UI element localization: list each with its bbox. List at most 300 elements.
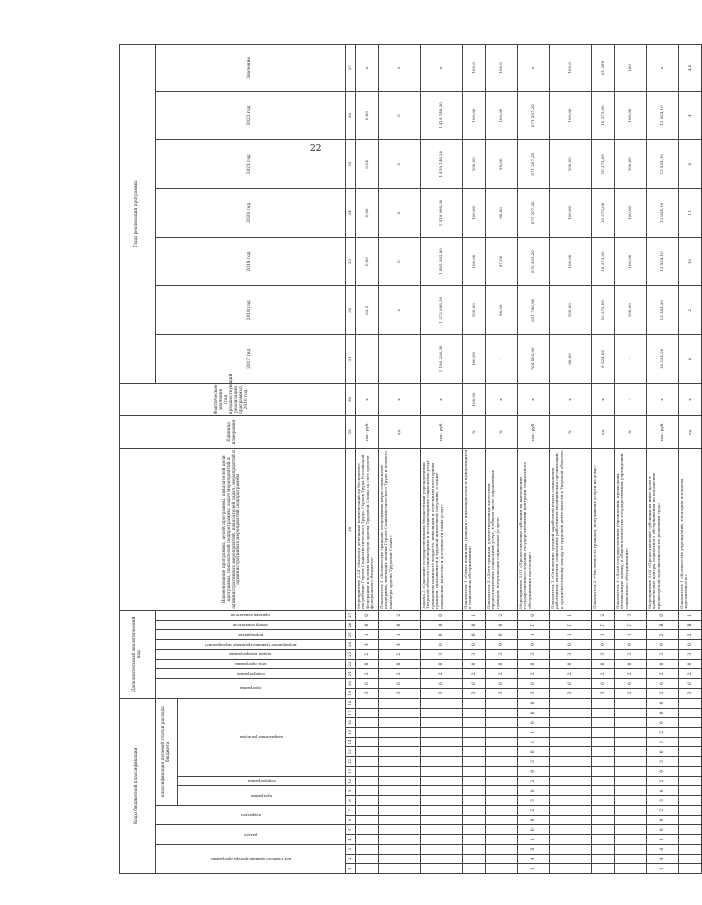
year-value: 100,00 <box>615 189 647 238</box>
code-digit: 3 <box>379 688 421 698</box>
column-number: 11 <box>346 766 356 776</box>
year-value: 1 419 148,30 <box>421 140 463 189</box>
unit-cell: ед. <box>592 416 615 448</box>
code-digit <box>615 776 647 786</box>
code-digit <box>592 698 615 708</box>
code-digit: 3 <box>615 610 647 620</box>
year-value: 10 375,00 <box>592 140 615 189</box>
fact-value: 100,00 <box>463 383 486 415</box>
table-row <box>463 45 486 874</box>
target-article-header: классификация целевой статьи расхода бюджета <box>156 698 178 805</box>
code-digit <box>592 835 615 845</box>
code-digit: 3 <box>647 649 679 659</box>
code-digit: В <box>679 620 702 630</box>
year-value: 0,00 <box>356 189 379 238</box>
year-value: 1 405 382,80 <box>421 237 463 286</box>
column-number: 27 <box>346 610 356 620</box>
code-digit <box>592 747 615 757</box>
code-digit: 1 <box>463 610 486 620</box>
code-digit <box>463 786 486 796</box>
code-digit <box>679 766 702 776</box>
code-digit: 6 <box>647 679 679 689</box>
code-digit <box>592 796 615 806</box>
code-digit: 3 <box>647 688 679 698</box>
code-digit: 4 <box>356 640 379 650</box>
item-name: Показатель 2 «Численность граждан, получивших услуги на дому» <box>592 448 615 610</box>
table-row <box>518 45 550 874</box>
target-value: 2 <box>379 45 421 92</box>
code-digit <box>550 854 592 864</box>
code-digit: 6 <box>518 679 550 689</box>
year-value: 10 375,00 <box>592 237 615 286</box>
year-value: 851 790,90 <box>518 286 550 335</box>
code-digit: 3 <box>518 649 550 659</box>
year-value: 100,00 <box>463 335 486 384</box>
code-digit: Г <box>615 620 647 630</box>
code-digit <box>486 747 518 757</box>
code-digit <box>421 835 463 845</box>
column-number: 26 <box>346 620 356 630</box>
page-number: 22 <box>310 144 322 154</box>
unit-cell: ед. <box>379 416 421 448</box>
table-row <box>379 45 421 874</box>
year-2020-header: 2020 год <box>156 189 346 238</box>
code-digit: 2 <box>518 805 550 815</box>
column-number: 7 <box>346 805 356 815</box>
code-digit: 1 <box>550 610 592 620</box>
code-digit <box>463 835 486 845</box>
code-digit: 0 <box>421 640 463 650</box>
code-digit <box>592 815 615 825</box>
code-digit: 0 <box>356 610 379 620</box>
code-digit <box>486 825 518 835</box>
code-digit: 3 <box>550 688 592 698</box>
code-digit <box>486 737 518 747</box>
column-number: 16 <box>346 718 356 728</box>
item-name: Задача 3 «Оказание государственными бюджетными учреждениями Тверской области стационарных и нестационарных социальных услуг гражданам пожилого возраста, инвалидам и отдельным категориям граждан, оказавшихся в трудной жизненной ситуации, а также повышение качества и доступности таких услуг» <box>421 448 463 610</box>
table-row <box>679 45 702 874</box>
year-value: 871 207,20 <box>518 91 550 140</box>
code-digit <box>421 727 463 737</box>
code-digit <box>463 708 486 718</box>
code-digit <box>379 864 421 874</box>
table-row <box>592 45 615 874</box>
year-value: 100,00 <box>615 286 647 335</box>
year-value: 100,00 <box>550 91 592 140</box>
fact-value: х <box>486 383 518 415</box>
code-digit <box>486 757 518 767</box>
code-digit: 3 <box>647 796 679 806</box>
code-digit: 6 <box>647 786 679 796</box>
code-digit: 1 <box>518 835 550 845</box>
code-digit <box>463 796 486 806</box>
code-digit <box>679 698 702 708</box>
year-value: 97,00 <box>486 237 518 286</box>
code-digit: 0 <box>550 659 592 669</box>
code-digit: 0 <box>463 659 486 669</box>
year-value: 16 334,20 <box>647 335 679 384</box>
unit-cell: % <box>550 416 592 448</box>
table-row <box>550 45 592 874</box>
code-digit: 0 <box>463 640 486 650</box>
code-digit <box>550 766 592 776</box>
code-digit: 0 <box>550 640 592 650</box>
admin-code-header: код главного администратора программы <box>210 856 291 861</box>
code-digit <box>486 835 518 845</box>
year-value: 10 375,00 <box>592 189 615 238</box>
code-digit <box>463 698 486 708</box>
code-digit <box>421 757 463 767</box>
code-digit <box>486 805 518 815</box>
code-digit: 0 <box>421 610 463 620</box>
code-digit: 4 <box>518 854 550 864</box>
code-digit <box>679 844 702 854</box>
kbk-program-header: программа <box>251 793 272 798</box>
code-digit: 0 <box>647 708 679 718</box>
target-value: 100 <box>615 45 647 92</box>
analytics-goal-header: цель программы <box>234 662 267 667</box>
code-digit <box>592 718 615 728</box>
item-name: Мероприятие 2.24 «Выплата денежных компенсаций на бесплатное погребение Героев Социалистического Труда, Героев Труда Российской Федерации и полных кавалеров ордена Трудовой Славы за счет средств федерального бюджета» <box>356 448 379 610</box>
code-digit: 0 <box>421 620 463 630</box>
code-digit <box>379 718 421 728</box>
code-digit: 1 <box>592 630 615 640</box>
year-value: 871 207,20 <box>518 140 550 189</box>
code-digit <box>379 757 421 767</box>
year-value: 100,00 <box>615 140 647 189</box>
code-digit: 3 <box>486 688 518 698</box>
code-digit <box>550 815 592 825</box>
code-digit: 2 <box>486 669 518 679</box>
code-digit <box>679 718 702 728</box>
code-digit <box>615 825 647 835</box>
code-digit <box>379 766 421 776</box>
code-digit: 0 <box>518 825 550 835</box>
code-digit <box>379 737 421 747</box>
code-digit: 0 <box>647 825 679 835</box>
code-digit <box>356 844 379 854</box>
code-digit <box>679 708 702 718</box>
code-digit <box>356 747 379 757</box>
item-name: Показатель 1 «Количество учреждений, в которых погашена задолженность» <box>679 448 702 610</box>
code-digit <box>486 776 518 786</box>
code-digit <box>615 864 647 874</box>
analytics-program-header: программа <box>240 686 261 691</box>
code-digit <box>679 776 702 786</box>
code-digit <box>421 825 463 835</box>
code-digit <box>463 825 486 835</box>
code-digit: 6 <box>379 679 421 689</box>
code-digit <box>615 835 647 845</box>
year-value: 80,00 <box>550 335 592 384</box>
code-digit <box>379 708 421 718</box>
code-digit: 3 <box>486 649 518 659</box>
analytics-indicator-number-header: номер показателя <box>233 623 268 628</box>
code-digit <box>486 864 518 874</box>
year-value: 704 485,00 <box>518 335 550 384</box>
code-digit <box>356 835 379 845</box>
code-digit <box>550 805 592 815</box>
code-digit <box>421 718 463 728</box>
code-digit <box>379 727 421 737</box>
code-digit: 0 <box>615 659 647 669</box>
code-digit <box>421 747 463 757</box>
code-digit: 6 <box>486 679 518 689</box>
code-digit: 2 <box>592 610 615 620</box>
code-digit: 2 <box>356 649 379 659</box>
code-digit <box>486 708 518 718</box>
code-digit: 0 <box>379 620 421 630</box>
code-digit: 0 <box>647 610 679 620</box>
column-number: 35 <box>346 140 356 189</box>
code-digit: 2 <box>356 669 379 679</box>
code-digit <box>679 786 702 796</box>
analytics-task-header: задача подпрограммы <box>229 652 272 657</box>
year-2019-header: 2019 год <box>156 237 346 286</box>
code-digit: 0 <box>356 620 379 630</box>
kbk-subprogram-header: подпрограмма <box>247 779 276 784</box>
year-value: 13 584,20 <box>647 286 679 335</box>
code-digit: 6 <box>421 679 463 689</box>
fact-value: х <box>518 383 550 415</box>
code-digit: 0 <box>518 640 550 650</box>
year-value <box>356 335 379 384</box>
code-digit: 0 <box>518 718 550 728</box>
year-value: 871 207,20 <box>518 189 550 238</box>
item-name: Показатель 1 «Количество граждан, получивших меры социальной поддержки, имеющих звания Героев Социалистического Труда и полного кавалера ордена Трудовой Славы» <box>379 448 421 610</box>
target-value: х <box>356 45 379 92</box>
code-digit <box>421 805 463 815</box>
code-digit: 0 <box>486 659 518 669</box>
code-digit <box>679 727 702 737</box>
analytics-indicator-sign-header: признак показателя <box>231 613 270 618</box>
code-digit: 0 <box>421 630 463 640</box>
code-digit: 2 <box>379 610 421 620</box>
year-value: 100,00 <box>615 91 647 140</box>
code-digit: 0 <box>518 610 550 620</box>
item-name: Мероприятие 3.01 «Предоставление субсидии на выполнение государственного задания государственными центрами социального обслуживания населения» <box>518 448 550 610</box>
code-digit <box>486 727 518 737</box>
code-digit <box>592 825 615 835</box>
code-digit <box>550 835 592 845</box>
year-value: 96,00 <box>486 286 518 335</box>
code-digit <box>592 844 615 854</box>
year-value: 10 <box>679 237 702 286</box>
code-digit: 2 <box>550 669 592 679</box>
code-digit: 0 <box>518 659 550 669</box>
code-digit <box>486 796 518 806</box>
code-digit: 3 <box>679 688 702 698</box>
year-value: 870 205,20 <box>518 237 550 286</box>
code-digit <box>356 796 379 806</box>
code-digit <box>356 766 379 776</box>
item-name: Показатель 1 «Охват пожилых, граждан с инвалидностью и нуждающихся в социальном обслуживании» <box>463 448 486 610</box>
column-number: 14 <box>346 737 356 747</box>
code-digit <box>463 766 486 776</box>
code-digit: 3 <box>615 688 647 698</box>
column-number-row <box>346 45 356 874</box>
code-digit: 0 <box>592 640 615 650</box>
year-value: 0,00 <box>356 237 379 286</box>
unit-cell: ед. <box>679 416 702 448</box>
code-digit: 0 <box>463 620 486 630</box>
code-digit: 0 <box>647 659 679 669</box>
year-value: 100,00 <box>486 91 518 140</box>
code-digit: 3 <box>518 796 550 806</box>
code-digit <box>379 825 421 835</box>
column-number: 33 <box>346 237 356 286</box>
code-digit <box>356 864 379 874</box>
code-digit: 2 <box>518 776 550 786</box>
code-digit <box>356 805 379 815</box>
code-digit: 1 <box>647 835 679 845</box>
code-digit: 3 <box>463 688 486 698</box>
column-number: 9 <box>346 786 356 796</box>
code-digit <box>356 786 379 796</box>
code-digit <box>679 805 702 815</box>
code-digit: 3 <box>550 649 592 659</box>
name-column-header: Наименование программы, целей программы, показателей цели программы, показателей подпрограммы, задач мероприятий и административных мероприятий, показателей задач, мероприятий и административных мероприятий подпрограммы <box>120 448 346 610</box>
code-digit <box>379 796 421 806</box>
code-digit: 3 <box>421 688 463 698</box>
code-digit: 1 <box>615 630 647 640</box>
year-value: - <box>615 335 647 384</box>
code-digit <box>379 776 421 786</box>
column-number: 5 <box>346 825 356 835</box>
code-digit <box>615 757 647 767</box>
code-digit <box>550 864 592 874</box>
code-digit: 0 <box>647 815 679 825</box>
year-value: 2 <box>379 286 421 335</box>
target-value: 61 399 <box>592 45 615 92</box>
year-value: 100,00 <box>463 91 486 140</box>
kbk-header: Коды бюджетной классификации <box>120 698 156 873</box>
item-name: Показатель 1 «Отношение средней заработной платы социальных работников, включая социальных работников медицинских организаций, к среднемесячному доходу от трудовой деятельности в Тверской области» <box>550 448 592 610</box>
year-value: 100,00 <box>615 237 647 286</box>
code-digit <box>463 805 486 815</box>
code-digit: 2 <box>421 669 463 679</box>
year-value: 100,00 <box>550 237 592 286</box>
code-digit: 2 <box>647 727 679 737</box>
year-value: 0 <box>379 189 421 238</box>
code-digit: 1 <box>379 630 421 640</box>
year-value: - <box>486 335 518 384</box>
target-value: х <box>518 45 550 92</box>
code-digit <box>486 766 518 776</box>
code-digit <box>463 815 486 825</box>
code-digit: 1 <box>518 737 550 747</box>
year-value: 0 <box>379 237 421 286</box>
year-value: 4 <box>679 91 702 140</box>
year-value: 1 419 999,30 <box>421 189 463 238</box>
code-digit <box>421 796 463 806</box>
year-value: 99,00 <box>486 140 518 189</box>
year-value: 10 375,00 <box>592 286 615 335</box>
column-number: 37 <box>346 45 356 92</box>
code-digit: 1 <box>518 727 550 737</box>
year-2017-header: 2017 год <box>156 335 346 384</box>
code-digit: 0 <box>647 640 679 650</box>
column-number: 36 <box>346 91 356 140</box>
code-digit: 2 <box>379 649 421 659</box>
code-digit <box>615 698 647 708</box>
code-digit: 8 <box>647 844 679 854</box>
year-value: 0 <box>379 140 421 189</box>
code-digit <box>615 737 647 747</box>
column-number: 23 <box>346 649 356 659</box>
code-digit <box>615 844 647 854</box>
code-digit: В <box>647 620 679 630</box>
code-digit <box>592 727 615 737</box>
code-digit: 2 <box>486 610 518 620</box>
code-digit <box>550 825 592 835</box>
code-digit <box>592 766 615 776</box>
column-number: 20 <box>346 679 356 689</box>
code-digit <box>463 844 486 854</box>
code-digit: 3 <box>518 757 550 767</box>
code-digit <box>550 718 592 728</box>
code-digit: 6 <box>679 679 702 689</box>
code-digit: 0 <box>647 766 679 776</box>
code-digit <box>615 805 647 815</box>
code-digit: 0 <box>518 815 550 825</box>
code-digit: 6 <box>518 786 550 796</box>
unit-cell: % <box>486 416 518 448</box>
year-value: 100,00 <box>463 189 486 238</box>
column-number: 24 <box>346 640 356 650</box>
year-2021-header: 2021 год <box>156 140 346 189</box>
code-digit <box>379 835 421 845</box>
unit-cell: % <box>463 416 486 448</box>
unit-cell: тыс. руб. <box>421 416 463 448</box>
code-digit: 0 <box>647 698 679 708</box>
year-value: 13 954,10 <box>647 91 679 140</box>
code-digit <box>486 854 518 864</box>
item-name: Показатель 3 «Доля государственных учреждений, прошедших независимую оценку, в общем количестве государственных учреждений социального обслуживания» <box>615 448 647 610</box>
code-digit <box>421 815 463 825</box>
code-digit <box>615 747 647 757</box>
code-digit <box>379 854 421 864</box>
code-digit <box>356 737 379 747</box>
code-digit <box>615 727 647 737</box>
code-digit <box>592 737 615 747</box>
unit-cell: тыс. руб. <box>647 416 679 448</box>
target-value: 100,0 <box>486 45 518 92</box>
fact-value: х <box>356 383 379 415</box>
code-digit: 2 <box>647 630 679 640</box>
code-digit <box>550 708 592 718</box>
code-digit <box>615 786 647 796</box>
year-value: 100,00 <box>550 140 592 189</box>
code-digit <box>592 776 615 786</box>
code-digit: 3 <box>592 688 615 698</box>
code-digit: 2 <box>647 669 679 679</box>
year-value: 0,00 <box>356 140 379 189</box>
fact-column-header: Фактическое значение (год предшествующий реализации программы), 2016 год <box>120 383 346 415</box>
code-digit: 2 <box>615 669 647 679</box>
code-digit <box>550 776 592 786</box>
year-value: 1 372 898,30 <box>421 286 463 335</box>
code-digit <box>615 854 647 864</box>
code-digit <box>550 796 592 806</box>
code-digit: 0 <box>379 659 421 669</box>
code-digit: 1 <box>679 610 702 620</box>
subsection-header: подраздел <box>240 813 261 818</box>
code-digit <box>421 737 463 747</box>
code-digit: 0 <box>421 659 463 669</box>
code-digit <box>379 815 421 825</box>
code-digit: 6 <box>356 679 379 689</box>
